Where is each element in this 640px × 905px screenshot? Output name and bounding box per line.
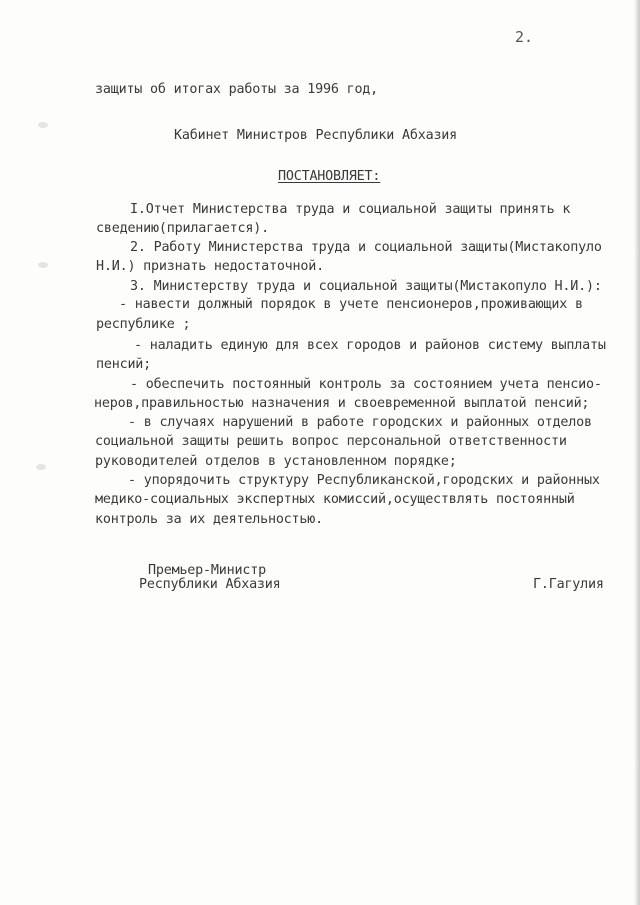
body-line: пенсий;	[96, 357, 152, 372]
issuer-line: Кабинет Министров Республики Абхазия	[174, 128, 458, 143]
body-line: - упорядочить структуру Республиканской,городских и районных	[128, 473, 600, 488]
body-line: I.Отчет Министерства труда и социальной защиты принять к	[130, 202, 571, 217]
body-line: медико-социальных экспертных комиссий,осуществлять постоянный	[95, 492, 575, 507]
punch-hole-mark	[36, 464, 46, 470]
punch-hole-mark	[38, 122, 48, 128]
signatory-title-line2: Республики Абхазия	[139, 577, 281, 592]
body-line: - наладить единую для всех городов и районов систему выплаты	[134, 338, 606, 353]
punch-hole-mark	[38, 262, 48, 268]
body-line: - обеспечить постоянный контроль за состоянием учета пенсио-	[130, 377, 602, 392]
body-line: сведению(прилагается).	[96, 221, 269, 236]
signatory-title-line1: Премьер-Министр	[148, 563, 266, 578]
body-line: 3. Министерству труда и социальной защиты(Мистакопуло Н.И.):	[130, 279, 602, 294]
resolution-heading: ПОСТАНОВЛЯЕТ:	[278, 169, 381, 184]
page-edge-shadow	[634, 0, 640, 905]
body-line: социальной защиты решить вопрос персональной ответственности	[95, 434, 567, 449]
page-number: 2.	[515, 28, 534, 46]
body-line: контроль за их деятельностью.	[95, 512, 323, 527]
body-line: Н.И.) признать недостаточной.	[96, 259, 324, 274]
signatory-name: Г.Гагулия	[533, 577, 604, 592]
body-line: руководителей отделов в установленном порядке;	[95, 454, 457, 469]
body-line: - в случаях нарушений в работе городских и районных отделов	[128, 415, 592, 430]
body-line: защиты об итогах работы за 1996 год,	[95, 82, 379, 97]
body-line: - навести должный порядок в учете пенсионеров,проживающих в	[119, 297, 583, 312]
body-line: республике ;	[96, 317, 191, 332]
body-line: неров,правильностью назначения и своевременной выплатой пенсий;	[94, 396, 590, 411]
body-line: 2. Работу Министерства труда и социальной защиты(Мистакопуло	[130, 240, 602, 255]
